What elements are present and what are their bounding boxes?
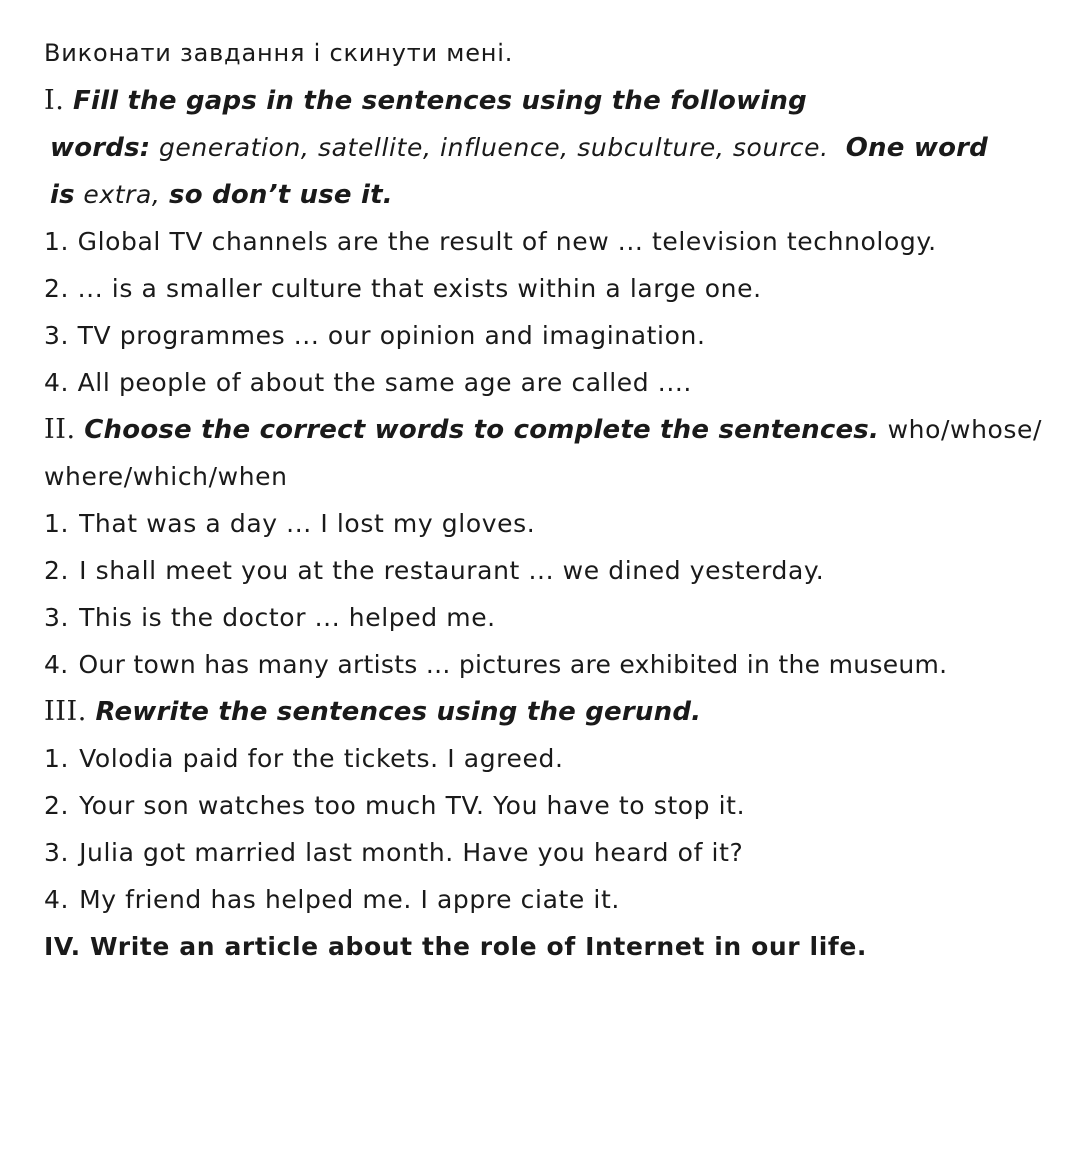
task2-item-3-text: This is the doctor ... helped me. (79, 603, 496, 632)
task2-heading (44, 406, 1064, 453)
task2-roman: II. (44, 414, 76, 445)
task3-item-2-num: 2. (44, 791, 70, 820)
task3-item-4 (44, 876, 1064, 923)
task3-item-4-num: 4. (44, 885, 70, 914)
task2-options-part2: where/which/when (44, 462, 288, 491)
task3-roman: III. (44, 696, 87, 727)
task2-item-1-text: That was a day ... I lost my gloves. (79, 509, 536, 538)
task2-item-2-text: I shall meet you at the restaurant ... we dined yesterday. (79, 556, 825, 585)
task1-item-3: 3. TV programmes ... our opinion and imagination. (44, 321, 706, 350)
task3-item-2 (44, 782, 1064, 829)
task2-options-part1: who/whose/ (887, 415, 1043, 444)
task2-item-4-text: Our town has many artists ... pictures are exhibited in the museum. (78, 650, 948, 679)
task2-item-1-num: 1. (44, 509, 70, 538)
task3-item-2-text: Your son watches too much TV. You have to stop it. (79, 791, 746, 820)
task1-extra-line (44, 171, 1064, 218)
task1-word-list: generation, satellite, influence, subculture, source. (158, 133, 829, 162)
task2-item-2 (44, 547, 1064, 594)
task1-item-2: 2. ... is a smaller culture that exists within a large one. (44, 274, 762, 303)
task1-extra-word: extra, (83, 180, 161, 209)
task3-item-1-num: 1. (44, 744, 70, 773)
task2-instruction: Choose the correct words to complete the sentences. (84, 415, 880, 445)
task3-instruction: Rewrite the sentences using the gerund. (95, 697, 702, 727)
worksheet (44, 30, 1064, 970)
task2-item-4-num: 4. (44, 650, 69, 679)
task1-item-1: 1. Global TV channels are the result of new ... television technology. (44, 227, 937, 256)
task2-item-4 (44, 641, 1064, 688)
task3-item-4-text: My friend has helped me. I appre ciate it. (79, 885, 620, 914)
task1-words-line (44, 124, 1064, 171)
task2-item-3 (44, 594, 1064, 641)
task2-item-3-num: 3. (44, 603, 70, 632)
task1-instruction-part3: so don’t use it. (169, 180, 393, 210)
task1-words-label: words: (50, 133, 151, 163)
task4-heading: IV. Write an article about the role of Internet in our life. (44, 932, 867, 961)
task1-item-4: 4. All people of about the same age are called .... (44, 368, 692, 397)
task1-roman: I. (44, 85, 65, 116)
task1-instruction-part1: Fill the gaps in the sentences using the following (73, 86, 807, 116)
task3-item-3-num: 3. (44, 838, 70, 867)
task1-instruction-part2: One word (845, 133, 988, 163)
task2-item-2-num: 2. (44, 556, 70, 585)
task3-item-1-text: Volodia paid for the tickets. I agreed. (79, 744, 564, 773)
task3-item-3 (44, 829, 1064, 876)
task1-is-text: is (50, 180, 75, 210)
task1-heading (44, 77, 1064, 124)
task3-item-1 (44, 735, 1064, 782)
intro-text: Виконати завдання і скинути мені. (44, 39, 514, 67)
task3-heading (44, 688, 1064, 735)
task2-item-1 (44, 500, 1064, 547)
task3-item-3-text: Julia got married last month. Have you heard of it? (79, 838, 744, 867)
